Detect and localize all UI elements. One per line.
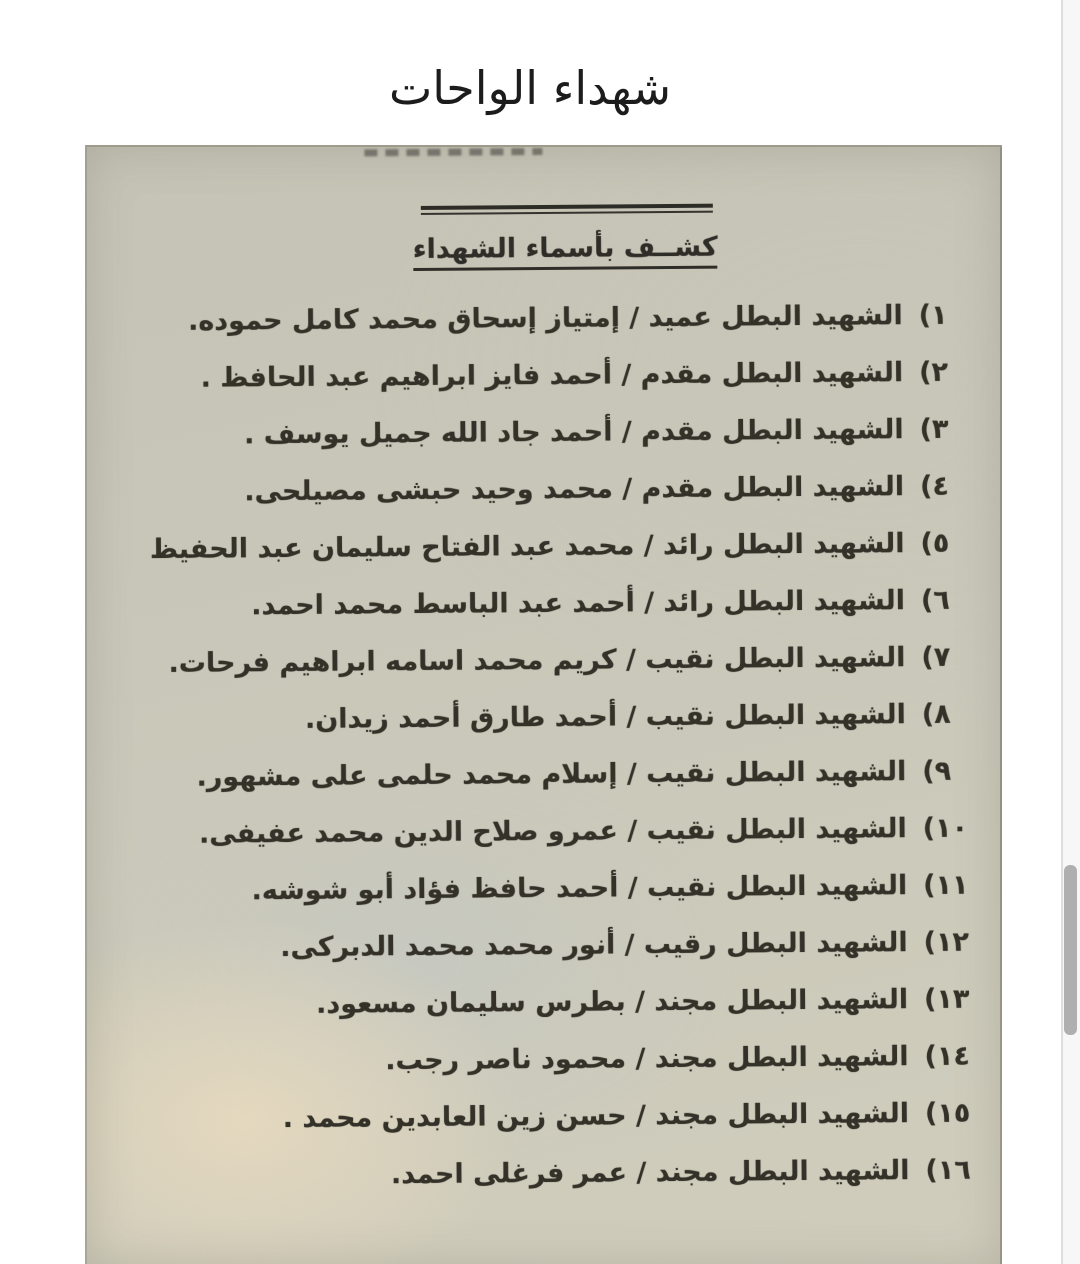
list-item [108, 641, 971, 681]
document-header-wrap [385, 231, 745, 271]
document-header: كشــف بأسماء الشهداء [413, 232, 718, 271]
header-divider-thick-line [421, 204, 713, 210]
header-divider-thin-line [421, 211, 713, 215]
item-number: ١٢) [923, 926, 970, 959]
list-item [106, 356, 969, 396]
list-item [112, 1154, 975, 1194]
item-number: ١١) [923, 869, 969, 902]
list-item [110, 812, 973, 852]
item-number: ٩) [922, 755, 952, 788]
item-text: الشهيد البطل نقيب / إسلام محمد حلمى على مشهور. [196, 756, 907, 793]
item-text: الشهيد البطل نقيب / أحمد طارق أحمد زيدان. [304, 699, 906, 735]
item-text: الشهيد البطل مجند / عمر فرغلى احمد. [390, 1155, 910, 1191]
list-item [109, 755, 972, 795]
list-item [112, 1097, 975, 1137]
faded-print-fragment [364, 148, 542, 156]
item-text: الشهيد البطل مقدم / أحمد جاد الله جميل يوسف . [244, 414, 904, 451]
list-item [111, 926, 974, 966]
page-title: شهداء الواحات [388, 60, 672, 115]
list-item [111, 983, 974, 1023]
item-text: الشهيد البطل نقيب / أحمد حافظ فؤاد أبو شوشه. [251, 870, 908, 907]
scrollbar-thumb[interactable] [1064, 865, 1077, 1035]
item-text: الشهيد البطل مقدم / أحمد فايز ابراهيم عبد الحافظ . [200, 357, 904, 394]
item-number: ٦) [920, 584, 950, 617]
item-text: الشهيد البطل عميد / إمتياز إسحاق محمد كامل حموده. [187, 300, 903, 337]
list-item [106, 413, 969, 453]
item-number: ٢) [919, 356, 949, 389]
item-text: الشهيد البطل رائد / محمد عبد الفتاح سليمان عبد الحفيظ [149, 528, 905, 566]
list-item [107, 527, 970, 567]
item-text: الشهيد البطل نقيب / عمرو صلاح الدين محمد عفيفى. [198, 813, 907, 850]
item-number: ٤) [919, 470, 949, 503]
list-item [108, 584, 971, 624]
scrollbar-track[interactable] [1061, 0, 1080, 1264]
item-text: الشهيد البطل مجند / محمود ناصر رجب. [385, 1041, 909, 1077]
scanned-document-content [85, 145, 1002, 1264]
list-item [110, 869, 973, 909]
item-number: ١٤) [924, 1040, 970, 1073]
item-text: الشهيد البطل مجند / بطرس سليمان مسعود. [315, 984, 909, 1020]
item-number: ١٦) [925, 1154, 971, 1187]
item-number: ١) [918, 299, 948, 332]
list-item [107, 470, 970, 510]
item-number: ١٥) [924, 1097, 971, 1130]
item-text: الشهيد البطل نقيب / كريم محمد اسامه ابراهيم فرحات. [168, 642, 906, 679]
item-number: ٨) [921, 698, 951, 731]
list-item [111, 1040, 974, 1080]
item-number: ٥) [920, 527, 950, 560]
item-number: ٣) [919, 413, 949, 446]
item-text: الشهيد البطل رقيب / أنور محمد محمد الدبركى. [280, 927, 908, 964]
item-text: الشهيد البطل مقدم / محمد وحيد حبشى مصيلحى. [244, 471, 905, 508]
scanned-document [85, 145, 1002, 1264]
header-divider [421, 204, 713, 215]
item-number: ١٣) [923, 983, 970, 1016]
list-item [109, 698, 972, 738]
item-text: الشهيد البطل رائد / أحمد عبد الباسط محمد احمد. [251, 585, 906, 622]
item-number: ١٠) [922, 812, 969, 845]
list-item [106, 299, 969, 339]
item-number: ٧) [921, 641, 951, 674]
martyr-list [106, 299, 976, 1218]
item-text: الشهيد البطل مجند / حسن زين العابدين محمد . [282, 1098, 910, 1135]
